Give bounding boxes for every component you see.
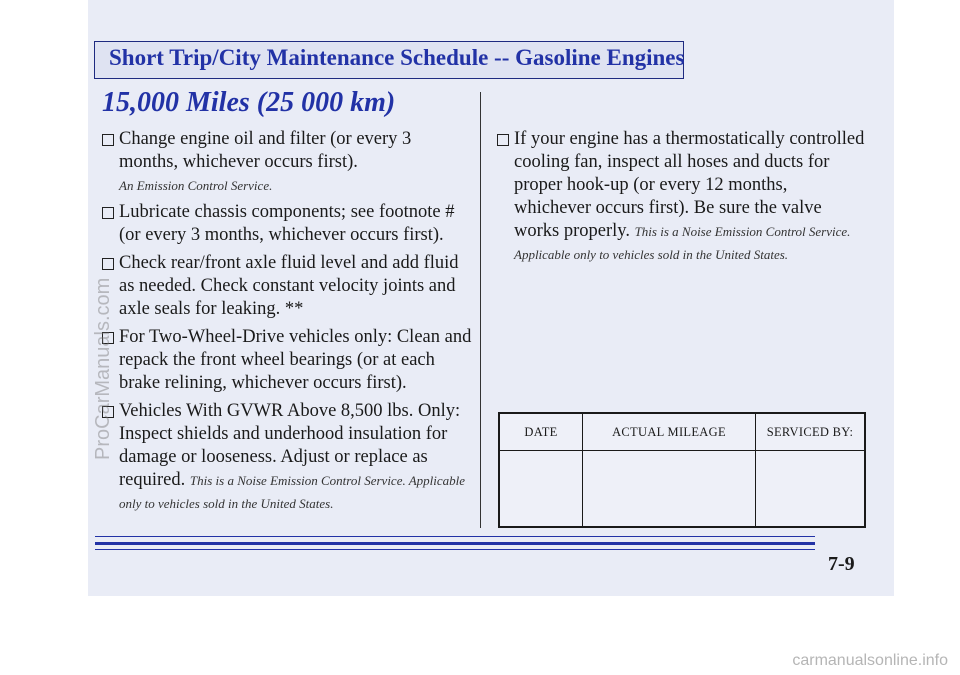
watermark-text: ProCarManuals.com bbox=[92, 277, 114, 460]
item-text: For Two-Wheel-Drive vehicles only: Clean and repack the front wheel bearings (or at each brake relining, whichever occurs first). bbox=[119, 327, 472, 393]
schedule-title: Short Trip/City Maintenance Schedule -- Gasoline Engines bbox=[109, 45, 685, 70]
item-note: This is a Noise Emission Control Service. Applicable only to vehicles sold in the United States. bbox=[119, 473, 466, 511]
item-note: An Emission Control Service. bbox=[119, 178, 273, 193]
list-item bbox=[497, 128, 867, 266]
column-divider bbox=[480, 92, 481, 528]
list-item bbox=[102, 201, 474, 247]
date-cell[interactable] bbox=[500, 451, 583, 527]
page-number: 7-9 bbox=[828, 553, 855, 575]
service-record-table bbox=[498, 412, 866, 528]
serviced-by-header: SERVICED BY: bbox=[756, 414, 865, 451]
mileage-header: ACTUAL MILEAGE bbox=[583, 414, 756, 451]
checkbox-icon[interactable] bbox=[102, 207, 114, 219]
mileage-heading: 15,000 Miles (25 000 km) bbox=[102, 87, 396, 118]
item-text: Change engine oil and filter (or every 3 months, whichever occurs first). bbox=[119, 129, 412, 172]
item-text: If your engine has a thermostatically controlled cooling fan, inspect all hoses and ducts for proper hook-up (or every 12 months, whichever occurs first). Be sure the valve works properly. bbox=[514, 129, 865, 241]
site-credit: carmanualsonline.info bbox=[792, 652, 948, 669]
checkbox-icon[interactable] bbox=[102, 134, 114, 146]
schedule-header bbox=[94, 41, 684, 79]
right-column bbox=[497, 128, 867, 271]
item-text: Vehicles With GVWR Above 8,500 lbs. Only: Inspect shields and underhood insulation for damage or looseness. Adjust or replace as required. bbox=[119, 401, 461, 490]
footer-rule-top bbox=[95, 536, 815, 537]
footer-rule bbox=[95, 542, 815, 545]
checkbox-icon[interactable] bbox=[497, 134, 509, 146]
list-item bbox=[102, 326, 474, 395]
left-column bbox=[102, 128, 474, 520]
footer-rule-bottom bbox=[95, 549, 815, 550]
list-item bbox=[102, 400, 474, 515]
mileage-cell[interactable] bbox=[583, 451, 756, 527]
item-text: Lubricate chassis components; see footnote # (or every 3 months, whichever occurs first). bbox=[119, 202, 455, 245]
list-item bbox=[102, 252, 474, 321]
list-item bbox=[102, 128, 474, 196]
date-header: DATE bbox=[500, 414, 583, 451]
item-text: Check rear/front axle fluid level and add fluid as needed. Check constant velocity joints and axle seals for leaking. ** bbox=[119, 253, 459, 319]
serviced-by-cell[interactable] bbox=[756, 451, 865, 527]
checkbox-icon[interactable] bbox=[102, 258, 114, 270]
item-note: This is a Noise Emission Control Service. Applicable only to vehicles sold in the United States. bbox=[514, 224, 851, 262]
